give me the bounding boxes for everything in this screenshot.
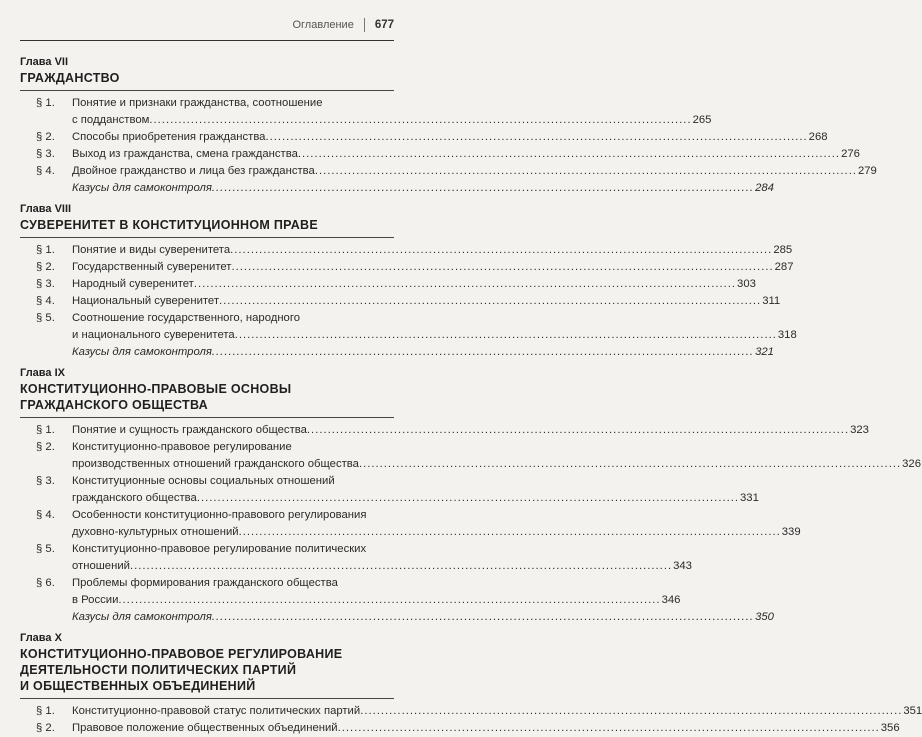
dot-leader xyxy=(212,180,754,197)
page-ref: 326 xyxy=(902,458,921,470)
dot-leader xyxy=(231,259,773,276)
chapter-title-line: И ОБЩЕСТВЕННЫХ ОБЪЕДИНЕНИЙ xyxy=(20,679,256,693)
dot-leader xyxy=(265,129,807,146)
section-number xyxy=(20,609,72,626)
dot-leader xyxy=(212,609,754,626)
chapter-number: Глава VIII xyxy=(20,203,72,215)
toc-entry[interactable] xyxy=(20,95,712,129)
header-separator xyxy=(364,18,365,32)
page-ref: 339 xyxy=(781,526,801,538)
section-number: § 1. xyxy=(36,705,55,717)
entry-title-line: Народный суверенитет xyxy=(72,278,194,290)
section-number: § 2. xyxy=(36,722,55,734)
entry-title-line: в России xyxy=(72,594,119,606)
section-number xyxy=(20,180,72,197)
section-number xyxy=(20,344,72,361)
entry-title-line: Казусы для самоконтроля xyxy=(72,611,212,623)
entry-title-line: Казусы для самоконтроля xyxy=(72,346,212,358)
entry-title-line: Конституционно-правовое регулирование политических xyxy=(72,543,367,555)
page-ref: 323 xyxy=(850,424,869,436)
toc-entry[interactable] xyxy=(20,293,781,310)
entry-title-line: Конституционно-правовое регулирование xyxy=(72,441,292,453)
entry-title-line: Соотношение государственного, народного xyxy=(72,312,301,324)
toc-entry[interactable] xyxy=(20,439,921,473)
dot-leader xyxy=(235,327,777,344)
entry-title-line: Конституционные основы социальных отношений xyxy=(72,475,335,487)
chapter-block xyxy=(20,56,877,203)
page-ref: 351 xyxy=(903,705,922,717)
entry-text xyxy=(72,180,774,197)
page-ref: 265 xyxy=(692,114,712,126)
chapter-title-line: КОНСТИТУЦИОННО-ПРАВОВОЕ РЕГУЛИРОВАНИЕ xyxy=(20,647,343,661)
page-ref: 276 xyxy=(841,148,860,160)
page-ref: 350 xyxy=(755,611,774,623)
page-ref: 321 xyxy=(755,346,774,358)
page-number: 677 xyxy=(374,19,394,31)
section-number: § 2. xyxy=(36,131,55,143)
toc-entry[interactable] xyxy=(20,276,756,293)
entry-text xyxy=(72,310,797,344)
entry-text xyxy=(72,276,756,293)
dot-leader xyxy=(315,163,857,180)
entry-text xyxy=(72,439,921,473)
chapter-title-line: ДЕЯТЕЛЬНОСТИ ПОЛИТИЧЕСКИХ ПАРТИЙ xyxy=(20,663,297,677)
entry-title-line: Двойное гражданство и лица без гражданства xyxy=(72,165,315,177)
toc-entry[interactable] xyxy=(20,720,900,737)
entry-text xyxy=(72,146,860,163)
entry-title-line: отношений xyxy=(72,560,130,572)
toc-entry[interactable] xyxy=(20,129,828,146)
page-ref: 311 xyxy=(762,295,781,307)
toc-entry[interactable] xyxy=(20,259,794,276)
page-ref: 287 xyxy=(774,261,794,273)
toc-entry[interactable] xyxy=(20,310,797,344)
entry-title-line: духовно-культурных отношений xyxy=(72,526,239,538)
entry-title-line: гражданского общества xyxy=(72,492,197,504)
entry-text xyxy=(72,541,692,575)
chapter-number: Глава X xyxy=(20,632,62,644)
chapter-title-line: СУВЕРЕНИТЕТ В КОНСТИТУЦИОННОМ ПРАВЕ xyxy=(20,218,319,232)
entry-text xyxy=(72,609,774,626)
toc-cases-entry[interactable] xyxy=(20,344,774,361)
section-number: § 1. xyxy=(36,424,55,436)
section-number: § 4. xyxy=(36,295,55,307)
page-ref: 346 xyxy=(661,594,681,606)
chapter-block xyxy=(20,367,921,632)
dot-leader xyxy=(149,112,691,129)
entry-text xyxy=(72,163,877,180)
dot-leader xyxy=(230,242,772,259)
section-number: § 3. xyxy=(36,148,55,160)
dot-leader xyxy=(212,344,754,361)
chapter-number: Глава VII xyxy=(20,56,69,68)
chapter-title-line: ГРАЖДАНСТВО xyxy=(20,71,120,85)
entry-title-line: Казусы для самоконтроля xyxy=(72,182,212,194)
page-ref: 284 xyxy=(755,182,774,194)
toc-entry[interactable] xyxy=(20,163,877,180)
toc-entry[interactable] xyxy=(20,507,801,541)
toc-entry[interactable] xyxy=(20,146,860,163)
entry-title-line: Особенности конституционно-правового регулирования xyxy=(72,509,367,521)
section-number: § 4. xyxy=(36,509,55,521)
entry-title-line: Конституционно-правовой статус политических партий xyxy=(72,705,361,717)
entry-title-line: и национального суверенитета xyxy=(72,329,235,341)
section-number: § 1. xyxy=(36,244,55,256)
dot-leader xyxy=(360,703,902,720)
section-number: § 4. xyxy=(36,165,55,177)
toc-cases-entry[interactable] xyxy=(20,609,774,626)
dot-leader xyxy=(359,456,901,473)
entry-text xyxy=(72,95,711,129)
page-ref: 343 xyxy=(673,560,692,572)
page-ref: 331 xyxy=(740,492,759,504)
dot-leader xyxy=(194,276,736,293)
dot-leader xyxy=(219,293,761,310)
dot-leader xyxy=(338,720,880,737)
running-head: Оглавление xyxy=(292,19,354,31)
page-ref: 279 xyxy=(857,165,877,177)
dot-leader xyxy=(118,592,660,609)
entry-text xyxy=(72,720,900,737)
entry-title-line: Понятие и сущность гражданского общества xyxy=(72,424,307,436)
entry-text xyxy=(72,422,869,439)
page-header xyxy=(292,18,394,32)
dot-leader xyxy=(197,490,739,507)
toc-entry[interactable] xyxy=(20,242,793,259)
entry-text xyxy=(72,293,780,310)
entry-text xyxy=(72,473,759,507)
section-number: § 6. xyxy=(36,577,55,589)
page-ref: 268 xyxy=(808,131,828,143)
chapter-title xyxy=(20,646,394,699)
section-number: § 5. xyxy=(36,312,55,324)
entry-title-line: производственных отношений гражданского общества xyxy=(72,458,359,470)
entry-title-line: Проблемы формирования гражданского общества xyxy=(72,577,338,589)
header-rule xyxy=(20,40,394,41)
chapter-number: Глава IX xyxy=(20,367,65,379)
dot-leader xyxy=(239,524,781,541)
entry-title-line: Государственный суверенитет xyxy=(72,261,232,273)
entry-title-line: Национальный суверенитет xyxy=(72,295,220,307)
toc-entry[interactable] xyxy=(20,473,759,507)
entry-title-line: Понятие и признаки гражданства, соотношение xyxy=(72,97,323,109)
chapter-title-line: ГРАЖДАНСКОГО ОБЩЕСТВА xyxy=(20,398,208,412)
entry-title-line: Правовое положение общественных объединений xyxy=(72,722,338,734)
entry-text xyxy=(72,242,792,259)
section-number: § 3. xyxy=(36,278,55,290)
entry-text xyxy=(72,259,793,276)
page-ref: 356 xyxy=(880,722,900,734)
chapter-title xyxy=(20,70,394,91)
page-ref: 285 xyxy=(773,244,793,256)
table-of-contents xyxy=(20,56,922,737)
chapter-title xyxy=(20,217,394,238)
entry-text xyxy=(72,575,680,609)
toc-entry[interactable] xyxy=(20,703,922,720)
entry-text xyxy=(72,129,828,146)
section-number: § 2. xyxy=(36,261,55,273)
entry-text xyxy=(72,507,801,541)
dot-leader xyxy=(298,146,840,163)
entry-title-line: Выход из гражданства, смена гражданства xyxy=(72,148,298,160)
toc-cases-entry[interactable] xyxy=(20,180,774,197)
dot-leader xyxy=(307,422,849,439)
entry-title-line: с подданством xyxy=(72,114,150,126)
chapter-block xyxy=(20,203,797,367)
page-ref: 318 xyxy=(777,329,797,341)
dot-leader xyxy=(130,558,672,575)
section-number: § 3. xyxy=(36,475,55,487)
toc-entry[interactable] xyxy=(20,422,869,439)
section-number: § 1. xyxy=(36,97,55,109)
toc-entry[interactable] xyxy=(20,541,692,575)
entry-title-line: Понятие и виды суверенитета xyxy=(72,244,231,256)
section-number: § 2. xyxy=(36,441,55,453)
section-number: § 5. xyxy=(36,543,55,555)
toc-entry[interactable] xyxy=(20,575,681,609)
entry-text xyxy=(72,344,774,361)
chapter-title-line: КОНСТИТУЦИОННО-ПРАВОВЫЕ ОСНОВЫ xyxy=(20,382,292,396)
entry-title-line: Способы приобретения гражданства xyxy=(72,131,266,143)
chapter-title xyxy=(20,381,394,418)
entry-text xyxy=(72,703,922,720)
chapter-block xyxy=(20,632,922,737)
page-ref: 303 xyxy=(737,278,756,290)
